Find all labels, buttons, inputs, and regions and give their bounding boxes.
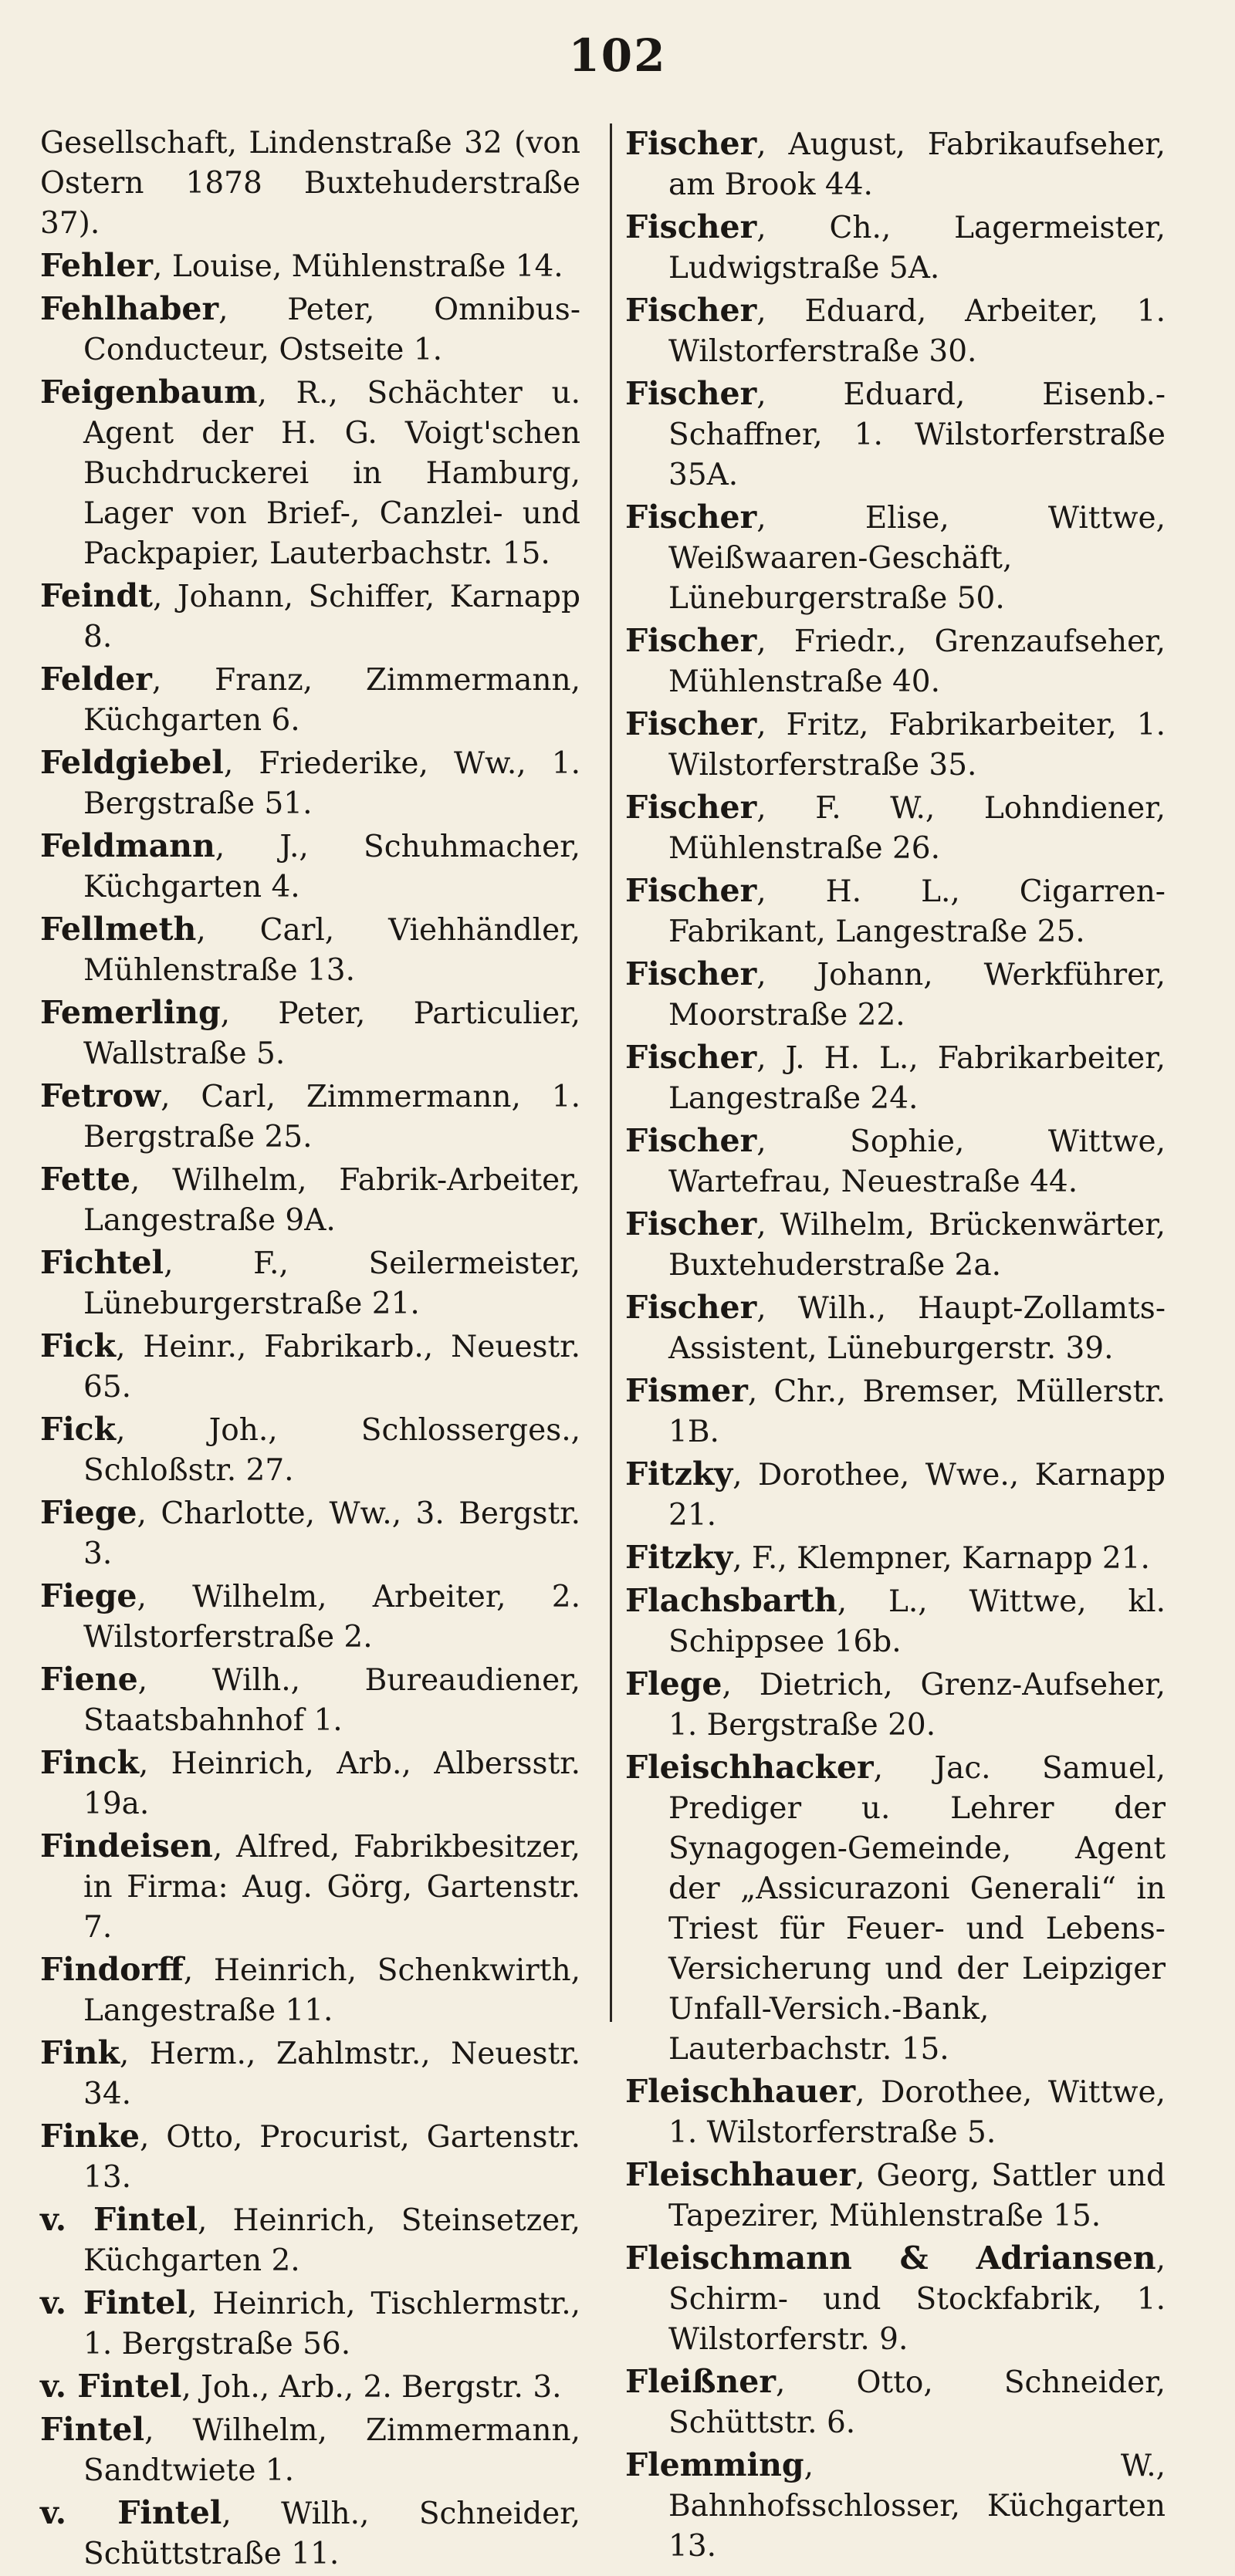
directory-entry xyxy=(625,497,1166,619)
entry-details: , Joh., Schlosserges., Schloßstr. 27. xyxy=(83,1413,580,1488)
directory-entry xyxy=(40,742,580,824)
entry-name: v. Fintel xyxy=(40,2284,188,2321)
entry-name: Fleischmann & Adriansen xyxy=(625,2240,1156,2277)
entry-name: Felder xyxy=(40,661,152,698)
directory-entry xyxy=(40,289,580,370)
directory-entry xyxy=(625,1664,1166,1746)
entry-details: , Fritz, Fabrikarbeiter, 1. Wilstorferstraße 35. xyxy=(668,708,1166,783)
directory-entry xyxy=(625,290,1166,372)
directory-entry xyxy=(625,1371,1166,1452)
directory-entry xyxy=(40,2116,580,2198)
directory-entry xyxy=(625,207,1166,289)
entry-details: , Peter, Particulier, Wallstraße 5. xyxy=(83,996,580,1071)
entry-name: Fischer xyxy=(625,1122,757,1159)
directory-entry xyxy=(40,1409,580,1491)
entry-details: , Wilhelm, Brückenwärter, Buxtehuderstraße 2a. xyxy=(668,1208,1166,1283)
directory-entry xyxy=(40,909,580,991)
entry-name: Fellmeth xyxy=(40,911,197,948)
entry-name: Feldgiebel xyxy=(40,744,224,781)
entry-name: Fick xyxy=(40,1411,117,1448)
directory-entry xyxy=(40,123,580,244)
entry-name: Feigenbaum xyxy=(40,374,258,411)
directory-entry xyxy=(625,1580,1166,1662)
directory-entry xyxy=(40,1826,580,1948)
directory-entry xyxy=(625,2361,1166,2443)
directory-entry xyxy=(40,1949,580,2031)
entry-name: Fischer xyxy=(625,208,757,245)
directory-entry xyxy=(40,1326,580,1408)
entry-details: , Wilh., Haupt-Zollamts-Assistent, Lüneburgerstr. 39. xyxy=(668,1291,1166,1366)
entry-name: Fiege xyxy=(40,1494,137,1531)
directory-entry xyxy=(40,2033,580,2115)
entry-name: Fette xyxy=(40,1161,130,1198)
directory-entry xyxy=(40,1576,580,1658)
directory-entry xyxy=(40,2283,580,2365)
directory-entry xyxy=(625,2155,1166,2236)
entry-details: , Heinr., Fabrikarb., Neuestr. 65. xyxy=(83,1330,580,1405)
entry-name: Fischer xyxy=(625,789,757,826)
left-column xyxy=(40,123,580,2576)
entry-name: Feindt xyxy=(40,577,153,614)
entry-details: , Heinrich, Steinsetzer, Küchgarten 2. xyxy=(83,2203,580,2278)
entry-details: , Friederike, Ww., 1. Bergstraße 51. xyxy=(83,746,580,821)
entry-name: Finck xyxy=(40,1744,139,1781)
directory-entry xyxy=(625,374,1166,495)
entry-details: , W., Bahnhofsschlosser, Küchgarten 13. xyxy=(668,2449,1166,2564)
entry-name: Fischer xyxy=(625,705,757,742)
entry-name: Fischer xyxy=(625,292,757,329)
entry-name: Fehler xyxy=(40,247,154,284)
directory-entry xyxy=(40,2493,580,2574)
entry-details: , J. H. L., Fabrikarbeiter, Langestraße 24. xyxy=(668,1041,1166,1116)
entry-details: , Georg, Sattler und Tapezirer, Mühlenstraße 15. xyxy=(668,2158,1166,2233)
directory-entry xyxy=(625,1747,1166,2070)
entry-details: , Joh., Arb., 2. Bergstr. 3. xyxy=(181,2370,562,2405)
entry-details: , Carl, Viehhändler, Mühlenstraße 13. xyxy=(83,913,580,988)
directory-entry xyxy=(625,2071,1166,2153)
entry-name: Fintel xyxy=(40,2411,145,2448)
entry-details: , Heinrich, Tischlermstr., 1. Bergstraße 56. xyxy=(83,2287,580,2361)
entry-name: Fischer xyxy=(625,955,757,992)
entry-details: , Schirm- und Stockfabrik, 1. Wilstorferstr. 9. xyxy=(668,2242,1166,2357)
entry-name: Fleißner xyxy=(625,2363,776,2400)
entry-name: Fleischhauer xyxy=(625,2073,856,2110)
directory-entry xyxy=(40,2199,580,2281)
entry-name: Femerling xyxy=(40,994,221,1031)
directory-entry xyxy=(625,123,1166,205)
entry-name: Fleischhauer xyxy=(625,2156,856,2193)
directory-entry xyxy=(40,1493,580,1574)
directory-entry xyxy=(625,787,1166,869)
directory-entry xyxy=(625,1454,1166,1536)
entry-name: Fick xyxy=(40,1327,117,1364)
entry-details: , Eduard, Eisenb.-Schaffner, 1. Wilstorferstraße 35A. xyxy=(668,377,1166,492)
entry-name: Flege xyxy=(625,1665,722,1702)
entry-details: , Elise, Wittwe, Weißwaaren-Geschäft, Lüneburgerstraße 50. xyxy=(668,501,1166,616)
entry-name: Fitzky xyxy=(625,1539,733,1576)
entry-name: Fismer xyxy=(625,1372,748,1409)
entry-name: Fischer xyxy=(625,872,757,909)
page-number: 102 xyxy=(568,29,667,82)
entry-details: , Heinrich, Schenkwirth, Langestraße 11. xyxy=(83,1953,580,2028)
entry-name: v. Fintel xyxy=(40,2368,182,2405)
directory-entry xyxy=(625,1121,1166,1202)
entry-details: , F., Klempner, Karnapp 21. xyxy=(733,1541,1150,1576)
entry-name: Fischer xyxy=(625,622,757,659)
entry-details: , J., Schuhmacher, Küchgarten 4. xyxy=(83,830,580,904)
entry-details: , Dorothee, Wwe., Karnapp 21. xyxy=(668,1458,1166,1533)
column-divider xyxy=(610,123,612,2022)
directory-entry xyxy=(40,1159,580,1241)
entry-name: Findeisen xyxy=(40,1827,213,1864)
entry-name: Fischer xyxy=(625,1289,757,1326)
directory-entry xyxy=(40,576,580,658)
directory-entry xyxy=(625,2238,1166,2360)
directory-entry xyxy=(40,992,580,1074)
entry-details: , L., Wittwe, kl. Schippsee 16b. xyxy=(668,1584,1166,1659)
entry-details: , Wilhelm, Fabrik-Arbeiter, Langestraße 9A. xyxy=(83,1163,580,1238)
entry-details: , Herm., Zahlmstr., Neuestr. 34. xyxy=(83,2037,580,2111)
entry-details: , Louise, Mühlenstraße 14. xyxy=(153,249,563,284)
entry-details: , Wilh., Schneider, Schüttstraße 11. xyxy=(83,2497,580,2571)
directory-entry xyxy=(40,1076,580,1158)
entry-details: , R., Schächter u. Agent der H. G. Voigt'schen Buchdruckerei in Hamburg, Lager von Brief-, Canzlei- und Packpapier, Lauterbachstr. 15. xyxy=(83,376,580,571)
entry-name: Fischer xyxy=(625,375,757,412)
entry-details: , Dorothee, Wittwe, 1. Wilstorferstraße 5. xyxy=(668,2075,1166,2150)
entry-details: , Charlotte, Ww., 3. Bergstr. 3. xyxy=(83,1496,580,1571)
entry-details: , Dietrich, Grenz-Aufseher, 1. Bergstraße 20. xyxy=(668,1668,1166,1743)
directory-entry xyxy=(625,704,1166,786)
directory-entry xyxy=(40,1743,580,1824)
entry-details: , Peter, Omnibus-Conducteur, Ostseite 1. xyxy=(83,292,580,367)
entry-details: Gesellschaft, Lindenstraße 32 (von Ostern 1878 Buxtehuderstraße 37). xyxy=(40,126,580,241)
entry-details: , August, Fabrikaufseher, am Brook 44. xyxy=(668,127,1166,202)
directory-entry xyxy=(40,2409,580,2491)
entry-name: v. Fintel xyxy=(40,2494,222,2531)
entry-details: , Alfred, Fabrikbesitzer, in Firma: Aug. Görg, Gartenstr. 7. xyxy=(83,1830,580,1945)
entry-details: , Chr., Bremser, Müllerstr. 1B. xyxy=(668,1374,1166,1449)
entry-name: Fischer xyxy=(625,125,757,162)
entry-name: Fischer xyxy=(625,1039,757,1076)
entry-name: Fehlhaber xyxy=(40,290,219,327)
directory-entry xyxy=(625,1037,1166,1119)
entry-name: Fetrow xyxy=(40,1077,161,1114)
entry-details: , Jac. Samuel, Prediger u. Lehrer der Synagogen-Gemeinde, Agent der „Assicurazoni Generali“ in Triest für Feuer- und Lebens-Versicherung und der Leipziger Unfall-Versich.-Bank, Lauterbachstr. 15. xyxy=(668,1751,1166,2067)
entry-name: Fink xyxy=(40,2034,120,2071)
entry-name: Fitzky xyxy=(625,1455,733,1493)
entry-details: , Wilhelm, Zimmermann, Sandtwiete 1. xyxy=(83,2413,580,2488)
entry-details: , Ch., Lagermeister, Ludwigstraße 5A. xyxy=(668,211,1166,286)
entry-name: Fiene xyxy=(40,1661,138,1698)
entry-name: v. Fintel xyxy=(40,2201,198,2238)
entry-name: Findorff xyxy=(40,1951,184,1988)
entry-details: , F. W., Lohndiener, Mühlenstraße 26. xyxy=(668,791,1166,866)
entry-details: , F., Seilermeister, Lüneburgerstraße 21. xyxy=(83,1246,580,1321)
entry-name: Fischer xyxy=(625,499,757,536)
entry-name: Fischer xyxy=(625,1205,757,1242)
right-column xyxy=(625,123,1166,2568)
entry-details: , Franz, Zimmermann, Küchgarten 6. xyxy=(83,663,580,738)
directory-entry xyxy=(40,1659,580,1741)
entry-details: , Johann, Schiffer, Karnapp 8. xyxy=(83,580,580,654)
entry-name: Feldmann xyxy=(40,827,215,864)
entry-details: , H. L., Cigarren-Fabrikant, Langestraße 25. xyxy=(668,874,1166,949)
entry-name: Fichtel xyxy=(40,1244,164,1281)
directory-entry xyxy=(40,826,580,908)
entry-details: , Eduard, Arbeiter, 1. Wilstorferstraße 30. xyxy=(668,294,1166,369)
directory-entry xyxy=(625,620,1166,702)
directory-entry xyxy=(40,245,580,287)
directory-entry xyxy=(625,1204,1166,1286)
entry-details: , Carl, Zimmermann, 1. Bergstraße 25. xyxy=(83,1080,580,1154)
entry-name: Flemming xyxy=(625,2446,804,2483)
entry-details: , Heinrich, Arb., Albersstr. 19a. xyxy=(83,1746,580,1821)
directory-entry xyxy=(40,1242,580,1324)
directory-entry xyxy=(40,372,580,574)
directory-entry xyxy=(625,954,1166,1036)
entry-name: Fleischhacker xyxy=(625,1749,874,1786)
entry-details: , Otto, Procurist, Gartenstr. 13. xyxy=(83,2120,580,2195)
entry-details: , Friedr., Grenzaufseher, Mühlenstraße 40. xyxy=(668,624,1166,699)
directory-entry xyxy=(625,1537,1166,1579)
entry-name: Flachsbarth xyxy=(625,1582,837,1619)
entry-name: Finke xyxy=(40,2118,140,2155)
directory-entry xyxy=(625,870,1166,952)
entry-name: Fiege xyxy=(40,1577,137,1614)
directory-entry xyxy=(625,2445,1166,2567)
entry-details: , Otto, Schneider, Schüttstr. 6. xyxy=(668,2365,1166,2440)
entry-details: , Johann, Werkführer, Moorstraße 22. xyxy=(668,958,1166,1033)
directory-entry xyxy=(40,2366,580,2408)
entry-details: , Wilhelm, Arbeiter, 2. Wilstorferstraße 2. xyxy=(83,1580,580,1655)
directory-entry xyxy=(625,1287,1166,1369)
entry-details: , Sophie, Wittwe, Wartefrau, Neuestraße 44. xyxy=(668,1124,1166,1199)
entry-details: , Wilh., Bureaudiener, Staatsbahnhof 1. xyxy=(83,1663,580,1738)
directory-entry xyxy=(40,659,580,741)
